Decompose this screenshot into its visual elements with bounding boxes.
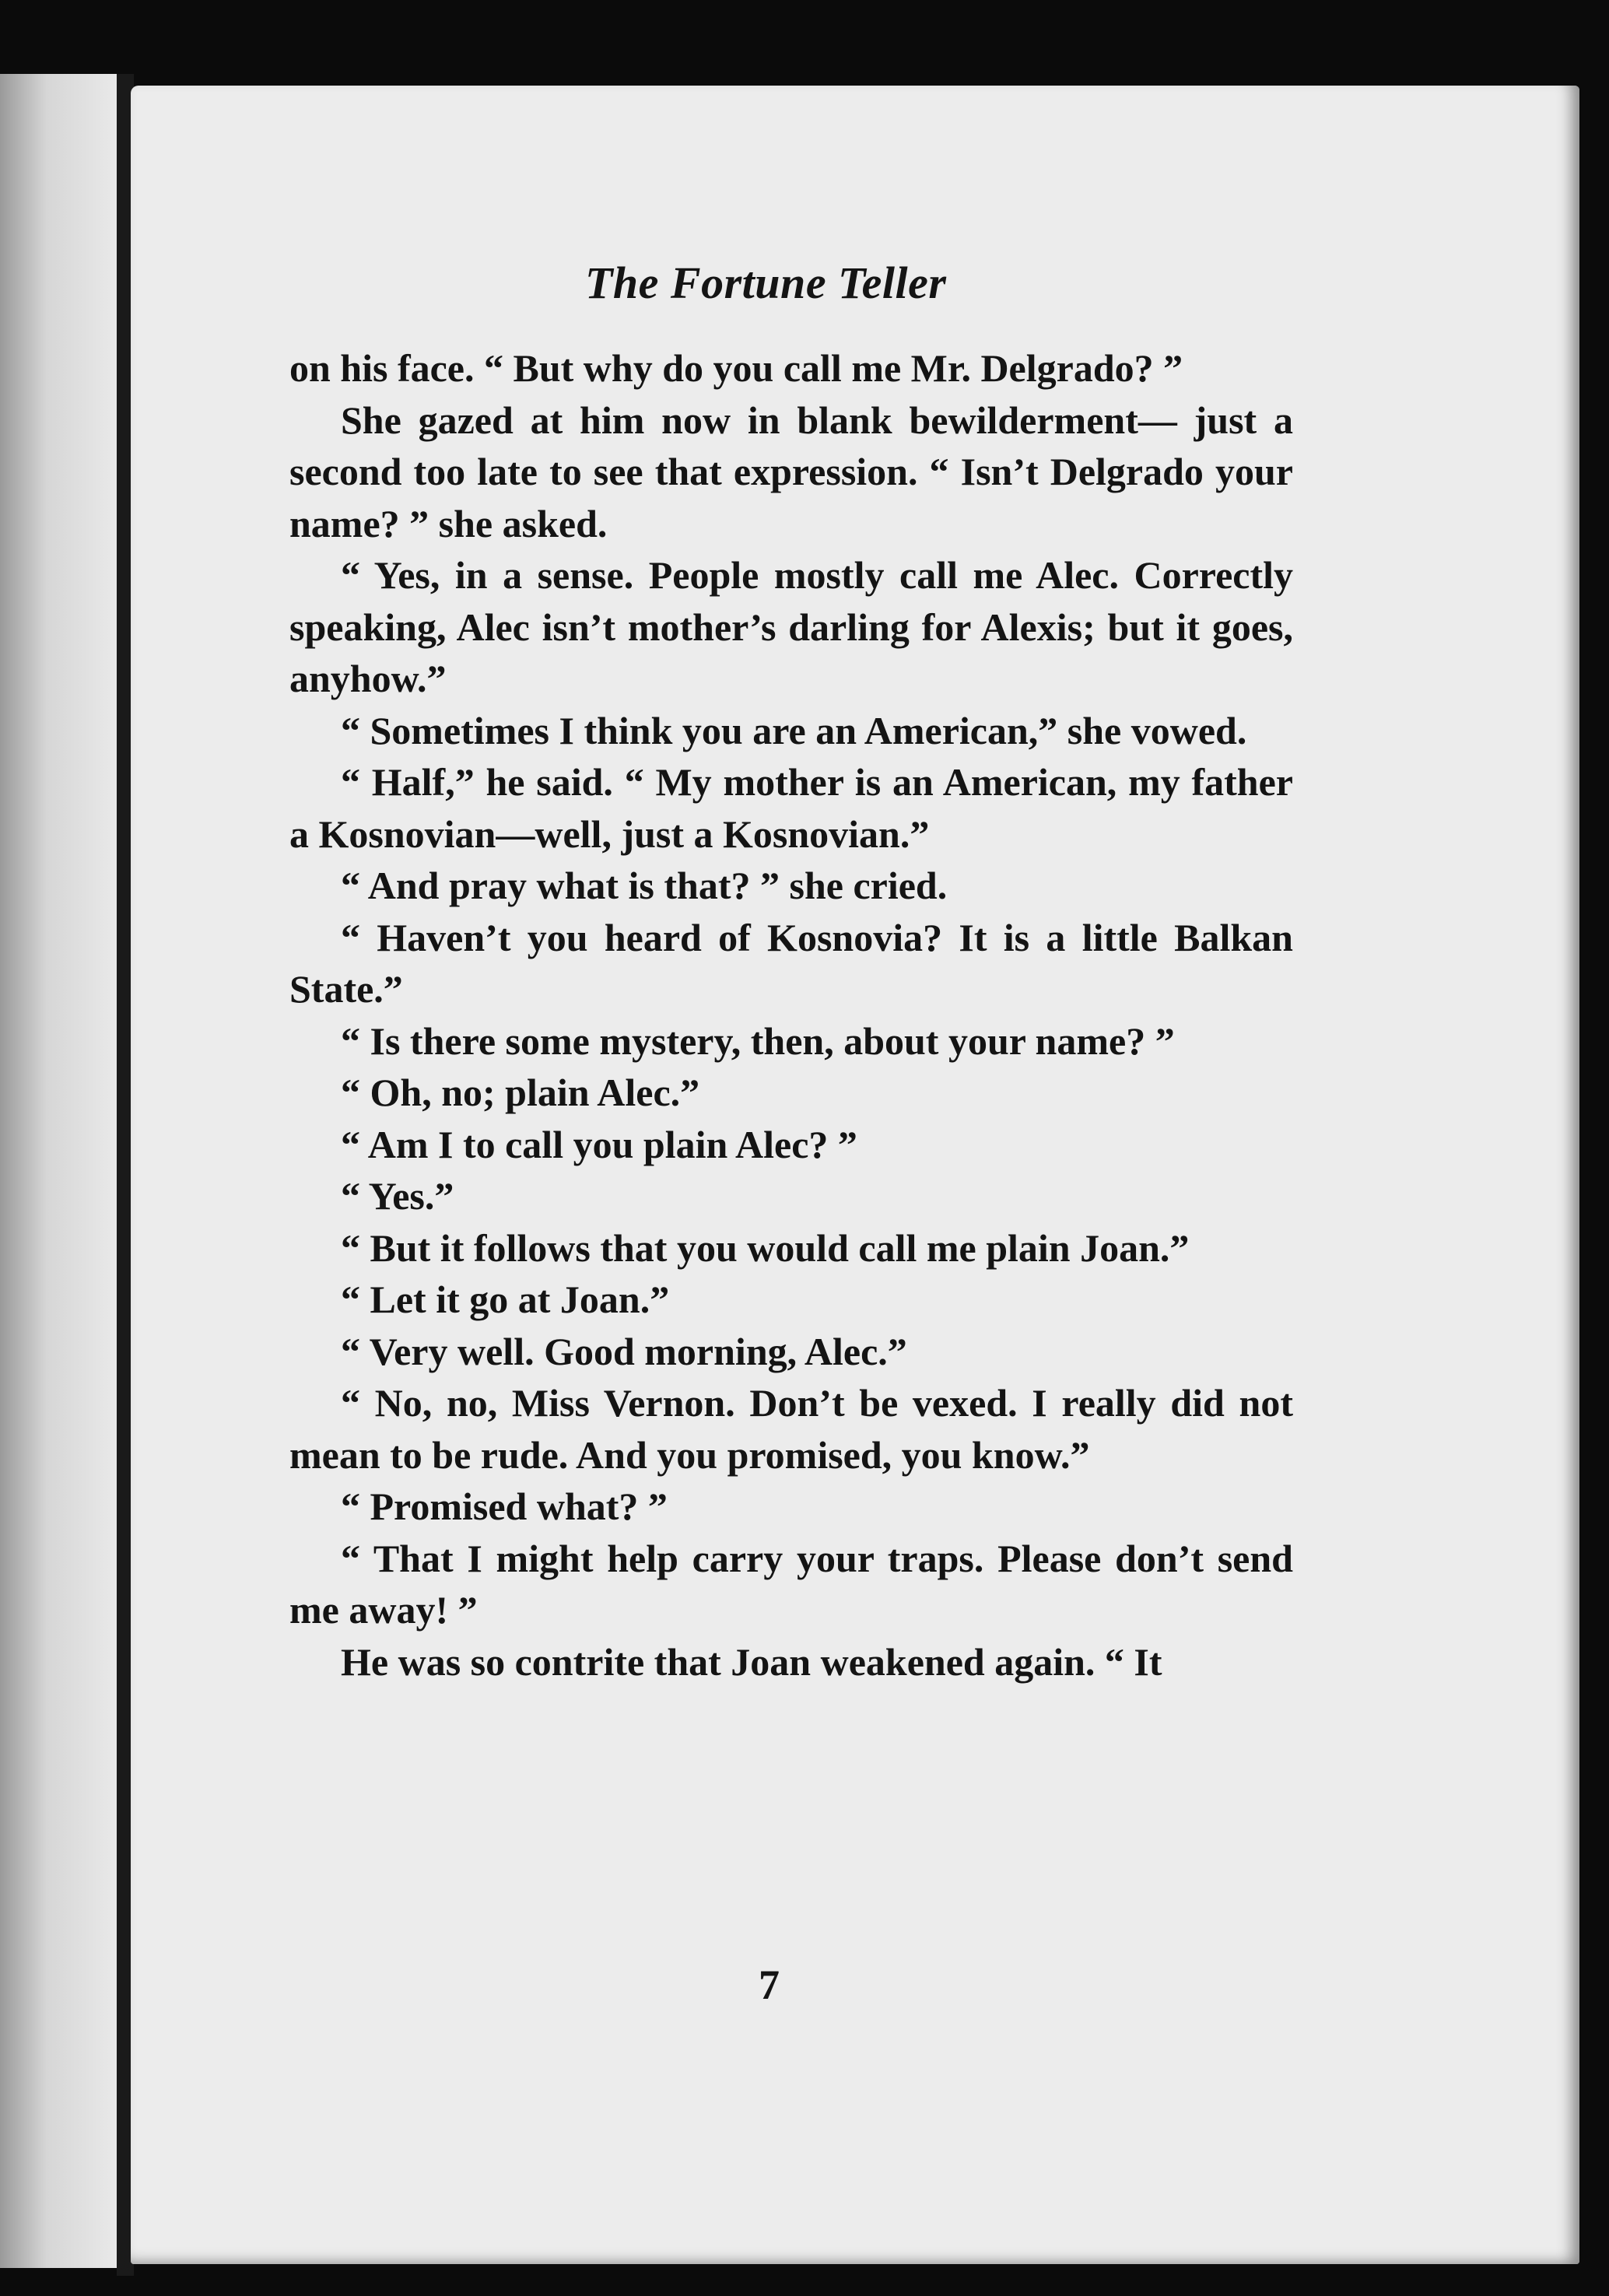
- paragraph: “ But it follows that you would call me plain Joan.”: [341, 1225, 1190, 1270]
- paragraph: “ Oh, no; plain Alec.”: [341, 1071, 700, 1114]
- paragraph: “ That I might help carry your traps. Please don’t send me away! ”: [289, 1536, 1293, 1632]
- paragraph: “ Yes, in a sense. People mostly call me Alec. Correctly speaking, Alec isn’t mother’s darling for Alexis; but it goes, anyhow.”: [289, 553, 1293, 700]
- paragraph: “ Yes.”: [341, 1174, 454, 1218]
- paragraph: “ No, no, Miss Vernon. Don’t be vexed. I really did not mean to be rude. And you promised, you know.”: [289, 1381, 1293, 1477]
- paragraph: “ Haven’t you heard of Kosnovia? It is a little Balkan State.”: [289, 915, 1293, 1011]
- paragraph: He was so contrite that Joan weakened again. “ It: [341, 1639, 1162, 1684]
- paragraph: on his face. “ But why do you call me Mr. Delgrado? ”: [289, 346, 1183, 390]
- paragraph: “ Half,” he said. “ My mother is an American, my father a Kosnovian—well, just a Kosnovian.”: [289, 760, 1293, 856]
- paragraph: “ Am I to call you plain Alec? ”: [341, 1122, 857, 1166]
- body-text: [289, 342, 1293, 1688]
- paragraph: “ Let it go at Joan.”: [341, 1278, 670, 1321]
- facing-page-edge: [0, 74, 117, 2268]
- paragraph: “ Is there some mystery, then, about your name? ”: [341, 1018, 1175, 1063]
- page-number: 7: [759, 1961, 780, 2008]
- paragraph: She gazed at him now in blank bewilderment— just a second too late to see that expression. “ Isn’t Delgrado your name? ” she asked.: [289, 398, 1293, 545]
- paragraph: “ Sometimes I think you are an American,” she vowed.: [341, 708, 1247, 752]
- running-head: The Fortune Teller: [585, 258, 947, 308]
- paragraph: “ Promised what? ”: [341, 1485, 668, 1528]
- paragraph: “ And pray what is that? ” she cried.: [341, 864, 948, 907]
- paragraph: “ Very well. Good morning, Alec.”: [341, 1329, 907, 1373]
